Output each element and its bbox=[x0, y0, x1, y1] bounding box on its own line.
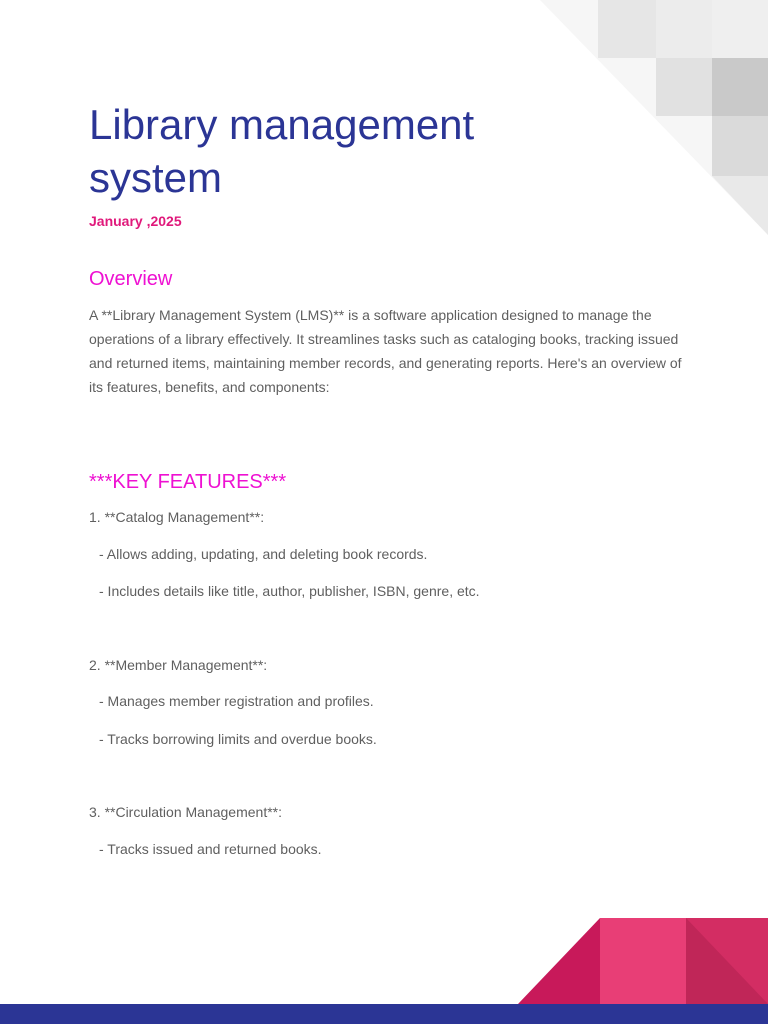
top-deco-tile bbox=[598, 0, 656, 58]
feature-detail: - Tracks borrowing limits and overdue books. bbox=[99, 731, 377, 747]
document-title: Library management system bbox=[89, 101, 475, 201]
bottom-deco-shade bbox=[686, 918, 768, 1004]
overview-paragraph: A **Library Management System (LMS)** is a software application designed to manage the operations of a library effectively. It streamlines tasks such as cataloging books, tracking issued and returned items, maintaining member records, and generating reports. Here's an overview of its features, benefits, and components: bbox=[89, 307, 682, 395]
feature-title-member: 2. **Member Management**: bbox=[89, 657, 268, 673]
top-deco-triangle bbox=[540, 0, 768, 235]
bottom-deco-block bbox=[686, 918, 768, 1004]
top-deco-tile bbox=[712, 58, 768, 116]
top-deco-tile bbox=[712, 116, 768, 176]
key-features-heading: ***KEY FEATURES*** bbox=[89, 471, 287, 493]
bottom-decoration bbox=[0, 910, 768, 1024]
feature-title-circulation: 3. **Circulation Management**: bbox=[89, 804, 282, 820]
top-deco-tile bbox=[712, 176, 768, 235]
top-deco-tile bbox=[656, 58, 712, 116]
bottom-deco-triangle bbox=[518, 918, 600, 1004]
document-date: January ,2025 bbox=[89, 213, 182, 229]
overview-heading: Overview bbox=[89, 268, 173, 290]
top-deco-tile bbox=[656, 0, 712, 58]
feature-detail: - Includes details like title, author, publisher, ISBN, genre, etc. bbox=[99, 583, 480, 599]
footer-bar bbox=[0, 1004, 768, 1024]
feature-detail: - Allows adding, updating, and deleting book records. bbox=[99, 546, 428, 562]
feature-title-catalog: 1. **Catalog Management**: bbox=[89, 509, 265, 525]
feature-detail: - Manages member registration and profiles. bbox=[99, 693, 374, 709]
top-deco-tile bbox=[712, 0, 768, 58]
feature-detail: - Tracks issued and returned books. bbox=[99, 841, 322, 857]
bottom-deco-block bbox=[600, 918, 686, 1004]
